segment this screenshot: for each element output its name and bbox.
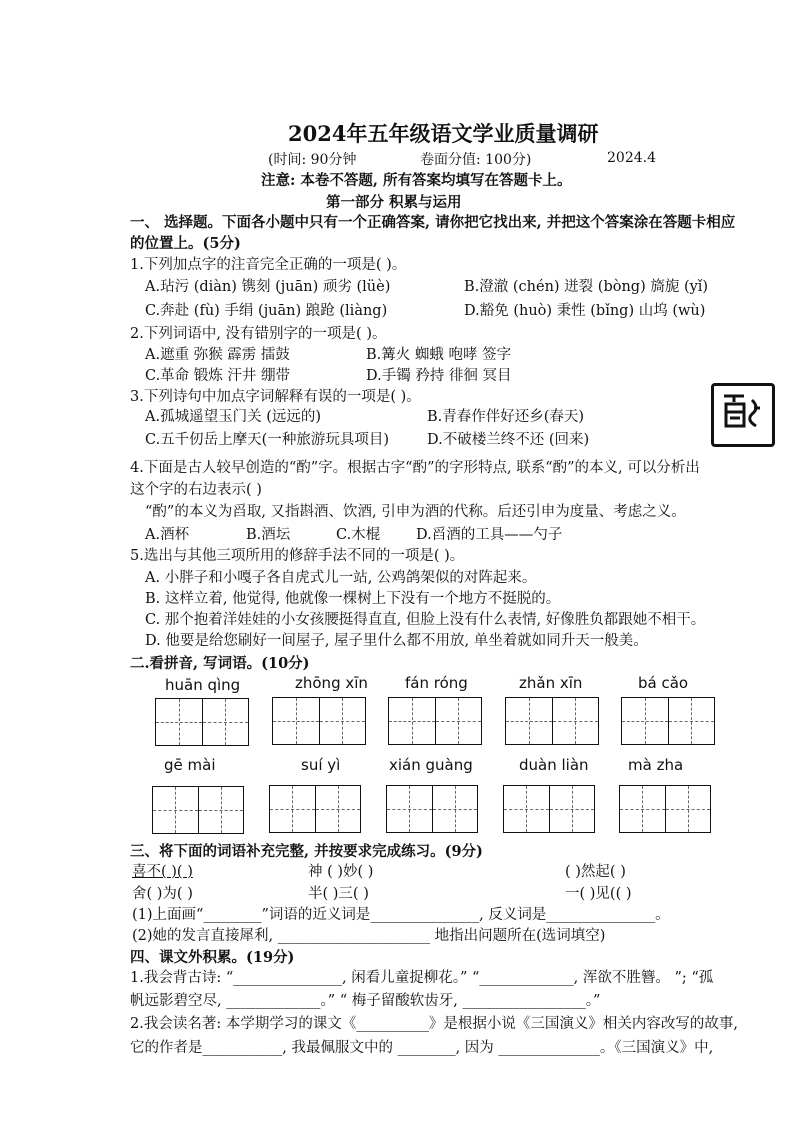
pinyin-label: huān qìng (165, 676, 241, 694)
classic-reading-line2: 它的作者是___________, 我最佩服文中的 ________, 因为 ______________。《三国演义》中, (130, 1040, 714, 1056)
ancient-zhuo-character-image (711, 383, 775, 447)
part-heading: 第一部分 积累与运用 (326, 194, 462, 211)
writing-grid[interactable] (269, 785, 361, 833)
q3-option-c: C.五千仞岳上摩天(一种旅游玩具项目) (145, 432, 389, 448)
q1-option-a: A.玷污 (diàn) 镌刻 (juān) 顽劣 (lüè) (145, 279, 391, 295)
idiom-blank: 神 ( )妙( ) (308, 864, 374, 880)
sec3-question-1: (1)上面画“________”词语的近义词是_______________, 反义词是_______________。 (132, 907, 670, 923)
writing-grid[interactable] (621, 697, 715, 745)
sec1-title-line1: 一、 选择题。下面各小题中只有一个正确答案, 请你把它找出来, 并把这个答案涂在答题卡相应 (130, 214, 736, 231)
writing-grid[interactable] (619, 785, 711, 833)
q3-option-a: A.孤城遥望玉门关 (远远的) (145, 409, 322, 425)
q1-option-b: B.澄澈 (chén) 迸裂 (bòng) 旖旎 (yǐ) (464, 279, 709, 295)
q2-option-d: D.手镯 矜持 徘徊 冥目 (366, 368, 512, 384)
writing-grid[interactable] (388, 697, 482, 745)
q2-option-a: A.遮重 弥猴 霹雳 擂鼓 (145, 347, 290, 363)
writing-grid[interactable] (503, 785, 595, 833)
sec4-title: 四、课文外积累。(19分) (130, 949, 295, 966)
idiom-blank: 舍( )为( ) (132, 886, 193, 902)
pinyin-label: zhōng xīn (295, 674, 368, 692)
idiom-blank: 喜不( )( ) (132, 864, 193, 880)
exam-score: 卷面分值: 100分) (420, 152, 532, 168)
q5-option-d: D. 他要是给您刷好一间屋子, 屋子里什么都不用放, 单坐着就如同升天一般美。 (145, 633, 648, 649)
idiom-blank: 一( )见(( ) (565, 886, 632, 902)
pinyin-label: xián guàng (389, 756, 473, 774)
exam-date: 2024.4 (607, 150, 656, 166)
pinyin-label: suí yì (301, 756, 341, 774)
q4-option-b: B.酒坛 (246, 527, 291, 543)
q4-option-c: C.木棍 (336, 527, 381, 543)
q5-option-b: B. 这样立着, 他觉得, 他就像一棵树上下没有一个地方不挺脱的。 (145, 591, 561, 607)
sec1-title-line2: 的位置上。(5分) (130, 235, 241, 252)
writing-grid[interactable] (272, 697, 366, 745)
q4-stem-line2: 这个字的右边表示( ) (130, 482, 262, 498)
q5-stem: 5.选出与其他三项所用的修辞手法不同的一项是( )。 (130, 548, 465, 564)
writing-grid[interactable] (155, 698, 249, 746)
pinyin-label: bá cǎo (638, 674, 689, 692)
pinyin-label: duàn liàn (519, 756, 589, 774)
pinyin-label: zhǎn xīn (519, 674, 583, 692)
pinyin-label: fán róng (405, 674, 468, 692)
q4-explanation: “酌”的本义为舀取, 又指斟酒、饮酒, 引申为酒的代称。后还引申为度量、考虑之义。 (145, 504, 686, 520)
q1-option-c: C.奔赴 (fù) 手绢 (juān) 踉跄 (liàng) (145, 303, 388, 319)
poem-recite-line1: 1.我会背古诗: “_______________, 闲看儿童捉柳花。” “_____________, 浑欲不胜簪。 ”; “孤 (130, 970, 714, 986)
q2-option-c: C.革命 锻炼 汗井 绷带 (145, 368, 291, 384)
exam-time: (时间: 90分钟 (268, 152, 357, 168)
exam-title: 2024年五年级语文学业质量调研 (288, 121, 599, 146)
q2-option-b: B.篝火 蜘蛾 咆哮 签字 (366, 347, 512, 363)
q3-stem: 3.下列诗句中加点字词解释有误的一项是( )。 (130, 389, 421, 405)
idiom-blank: 半( )三( ) (308, 886, 369, 902)
writing-grid[interactable] (152, 786, 244, 834)
sec2-title: 二.看拼音, 写词语。(10分) (130, 655, 310, 672)
sec3-question-2: (2)她的发言直接犀利, _____________________ 地指出问题所在(选词填空) (132, 928, 606, 944)
q3-option-d: D.不破楼兰终不还 (回来) (427, 432, 590, 448)
idiom-blank: ( )然起( ) (565, 864, 626, 880)
poem-recite-line2: 帆远影碧空尽, _____________。” “ 梅子留酸软齿牙, _________________。” (130, 993, 601, 1009)
q2-stem: 2.下列词语中, 没有错别字的一项是( )。 (130, 326, 387, 342)
q4-option-d: D.舀酒的工具——勺子 (416, 527, 563, 543)
q4-stem-line1: 4.下面是古人较早创造的“酌”字。根据古字“酌”的字形特点, 联系“酌”的本义, 可以分析出 (130, 460, 700, 476)
writing-grid[interactable] (505, 697, 599, 745)
pinyin-label: mà zha (628, 756, 684, 774)
pinyin-label: gē mài (164, 756, 216, 774)
q5-option-c: C. 那个抱着洋娃娃的小女孩腰挺得直直, 但脸上没有什么表情, 好像胜负都跟她不相干。 (145, 612, 706, 628)
q3-option-b: B.青春作伴好还乡(春天) (427, 409, 585, 425)
classic-reading-line1: 2.我会读名著: 本学期学习的课文《__________》是根据小说《三国演义》相关内容改写的故事, (130, 1016, 738, 1032)
exam-notice: 注意: 本卷不答题, 所有答案均填写在答题卡上。 (261, 172, 572, 189)
q1-option-d: D.豁免 (huò) 秉性 (bǐng) 山坞 (wù) (464, 303, 706, 319)
q1-stem: 1.下列加点字的注音完全正确的一项是( )。 (130, 257, 407, 273)
q5-option-a: A. 小胖子和小嘎子各自虎式儿一站, 公鸡鸽架似的对阵起来。 (145, 570, 537, 586)
writing-grid[interactable] (386, 785, 478, 833)
sec3-title: 三、将下面的词语补充完整, 并按要求完成练习。(9分) (130, 843, 483, 860)
q4-option-a: A.酒杯 (145, 527, 190, 543)
